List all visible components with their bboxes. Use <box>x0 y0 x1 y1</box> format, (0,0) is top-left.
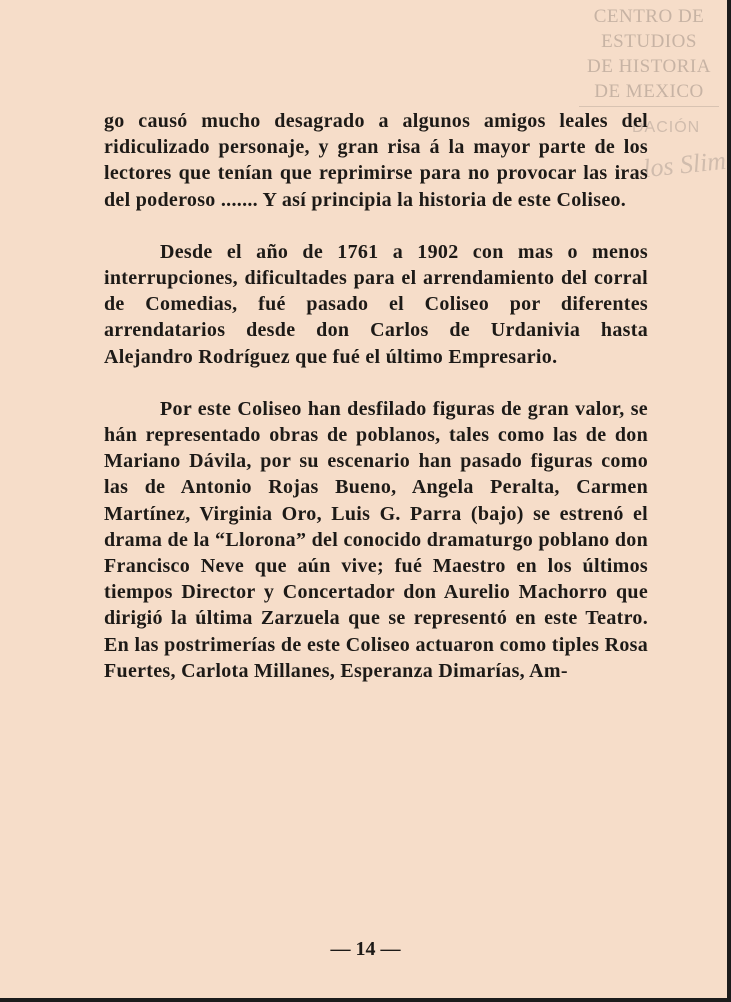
watermark-line-1: CENTRO DE <box>593 6 705 27</box>
body-text <box>104 108 648 684</box>
watermark-line-2: ESTUDIOS <box>601 31 697 52</box>
watermark-fundacion: DACIÓN <box>632 119 701 136</box>
paragraph-2: Desde el año de 1761 a 1902 con mas o menos interrupciones, dificultades para el arrendamiento del corral de Comedias, fué pasado el Coliseo por diferentes arrendatarios desde don Carlos de Urdanivia hasta Alejandro Rodríguez que fué el último Empresario. <box>104 240 648 368</box>
archive-watermark-stamp <box>579 4 719 107</box>
page-number: — 14 — <box>330 938 401 960</box>
paragraph-1: go causó mucho desagrado a algunos amigos leales del ridiculizado personaje, y gran risa á la mayor parte de los lectores que tenían que reprimirse para no provocar las iras del poderoso ....... Y así principia la historia de este Coliseo. <box>104 110 648 211</box>
watermark-line-4: DE MEXICO <box>594 81 704 102</box>
paragraph-3: Por este Coliseo han desfilado figuras de gran valor, se hán representado obras de poblanos, tales como las de don Mariano Dávila, por su escenario han pasado figuras como las de Antonio Rojas Bueno, Angela Peralta, Carmen Martínez, Virginia Oro, Luis G. Parra (bajo) se estrenó el drama de la “Llorona” del conocido dramaturgo poblano don Francisco Neve que aún vive; fué Maestro en los últimos tiempos Director y Concertador don Aurelio Machorro que dirigió la última Zarzuela que se representó en este Teatro. En las postrimerías de este Coliseo actuaron como tiples Rosa Fuertes, Carlota Millanes, Esperanza Dimarías, Am- <box>104 397 648 682</box>
watermark-slim: los Slim <box>641 145 728 184</box>
watermark-line-3: DE HISTORIA <box>587 56 711 77</box>
